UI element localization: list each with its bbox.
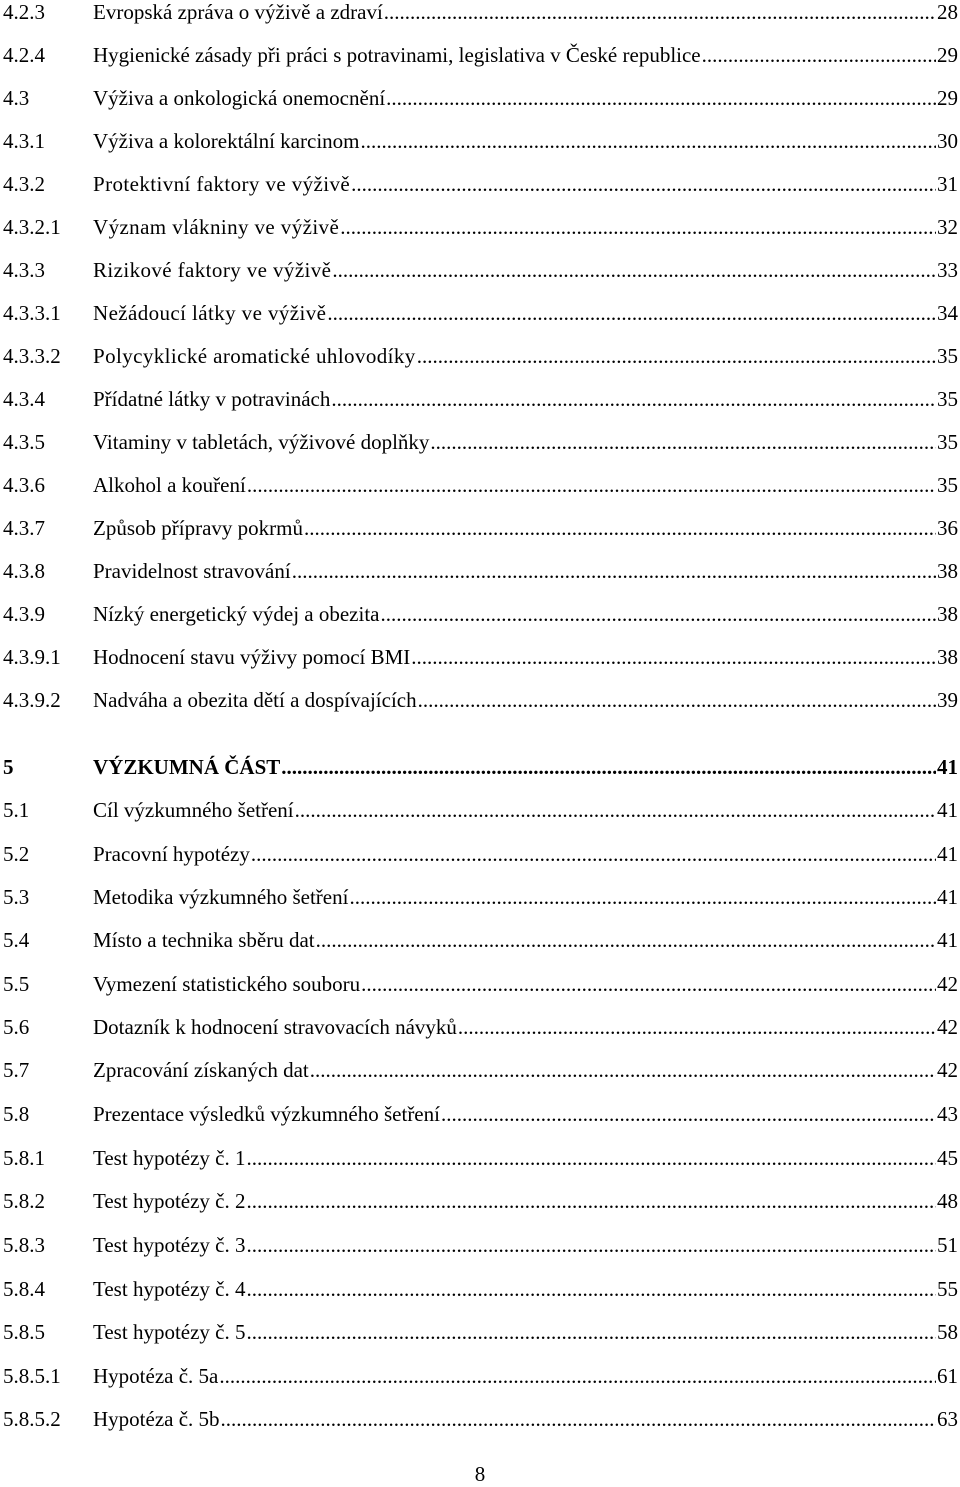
toc-entry-title: Význam vlákniny ve výživě [93, 215, 340, 239]
toc-entry-page: 38 [937, 602, 958, 626]
toc-entry-number: 5.2 [3, 842, 30, 866]
toc-entry-title: Výživa a onkologická onemocnění [93, 86, 386, 110]
toc-entry-page: 35 [937, 473, 958, 497]
toc-entry-number: 4.3.9 [3, 602, 45, 626]
toc-entry-page: 41 [937, 885, 958, 909]
toc-entry-page: 51 [937, 1233, 958, 1257]
page-number: 8 [474, 1462, 486, 1486]
toc-entry-page: 42 [937, 1015, 958, 1039]
toc-entry[interactable] [3, 123, 958, 159]
toc-dot-leader [702, 37, 936, 73]
toc-entry-page: 35 [937, 387, 958, 411]
toc-entry[interactable] [3, 1140, 958, 1176]
toc-entry[interactable] [3, 836, 958, 872]
toc-entry-title: Prezentace výsledků výzkumného šetření [93, 1102, 440, 1126]
toc-entry-page: 42 [937, 972, 958, 996]
toc-entry-page: 43 [937, 1102, 958, 1126]
toc-entry[interactable] [3, 1183, 958, 1219]
toc-entry-number: 4.3.1 [3, 129, 45, 153]
toc-dot-leader [417, 338, 936, 374]
toc-entry-title: Výživa a kolorektální karcinom [93, 129, 360, 153]
toc-dot-leader [332, 252, 936, 288]
toc-entry-number: 5.8.4 [3, 1277, 45, 1301]
toc-entry-number: 5.8.2 [3, 1189, 45, 1213]
toc-entry-title: Nadváha a obezita dětí a dospívajících [93, 688, 417, 712]
toc-entry[interactable] [3, 209, 958, 245]
toc-entry-title: Evropská zpráva o výživě a zdraví [93, 0, 383, 24]
toc-entry[interactable] [3, 166, 958, 202]
toc-entry[interactable] [3, 80, 958, 116]
toc-entry-page: 32 [937, 215, 958, 239]
toc-entry-number: 5.8.5.2 [3, 1407, 61, 1431]
toc-entry-page: 38 [937, 559, 958, 583]
toc-entry[interactable] [3, 1271, 958, 1307]
toc-entry-title: Přídatné látky v potravinách [93, 387, 331, 411]
toc-entry-page: 34 [937, 301, 958, 325]
toc-entry-title: Místo a technika sběru dat [93, 928, 315, 952]
toc-entry[interactable] [3, 424, 958, 460]
toc-dot-leader [331, 381, 936, 417]
toc-entry-title: Hygienické zásady při práci s potravinami, legislativa v České republice [93, 43, 701, 67]
toc-entry[interactable] [3, 1401, 958, 1437]
toc-dot-leader [381, 596, 937, 632]
toc-entry-number: 5.4 [3, 928, 30, 952]
toc-entry-number: 4.3.3.1 [3, 301, 61, 325]
toc-dot-leader [327, 295, 936, 331]
toc-dot-leader [386, 80, 936, 116]
toc-entry-title: Test hypotézy č. 2 [93, 1189, 246, 1213]
toc-entry[interactable] [3, 381, 958, 417]
toc-entry-number: 4.3.3.2 [3, 344, 61, 368]
toc-entry-number: 5.3 [3, 885, 30, 909]
toc-entry-number: 4.3.4 [3, 387, 45, 411]
toc-entry-number: 4.3.6 [3, 473, 45, 497]
toc-entry-title: Test hypotézy č. 1 [93, 1146, 246, 1170]
toc-entry-title: Nežádoucí látky ve výživě [93, 301, 327, 325]
toc-dot-leader [281, 749, 936, 785]
toc-entry-number: 5.7 [3, 1058, 30, 1082]
toc-dot-leader [247, 1314, 937, 1350]
toc-entry-number: 5 [3, 755, 14, 779]
toc-entry-number: 5.8.1 [3, 1146, 45, 1170]
toc-entry-page: 29 [937, 86, 958, 110]
toc-dot-leader [351, 166, 936, 202]
toc-entry-page: 48 [937, 1189, 958, 1213]
toc-entry-number: 4.3.9.1 [3, 645, 61, 669]
toc-entry-title: Test hypotézy č. 3 [93, 1233, 246, 1257]
toc-entry[interactable] [3, 879, 958, 915]
toc-entry-title: Hypotéza č. 5a [93, 1364, 219, 1388]
toc-entry-title: Hodnocení stavu výživy pomocí BMI [93, 645, 411, 669]
toc-entry[interactable] [3, 1227, 958, 1263]
toc-entry-title: Vitaminy v tabletách, výživové doplňky [93, 430, 430, 454]
toc-entry-page: 63 [937, 1407, 958, 1431]
toc-entry[interactable] [3, 1096, 958, 1132]
toc-dot-leader [458, 1009, 936, 1045]
toc-entry-page: 35 [937, 430, 958, 454]
toc-dot-leader [247, 1227, 937, 1263]
toc-dot-leader [295, 792, 936, 828]
toc-entry-number: 5.8 [3, 1102, 30, 1126]
toc-entry-page: 36 [937, 516, 958, 540]
toc-entry-number: 4.3.8 [3, 559, 45, 583]
toc-dot-leader [251, 836, 936, 872]
toc-entry-page: 33 [937, 258, 958, 282]
toc-entry[interactable] [3, 682, 958, 718]
toc-entry-number: 4.3.5 [3, 430, 45, 454]
toc-entry[interactable] [3, 467, 958, 503]
toc-entry[interactable] [3, 596, 958, 632]
toc-entry[interactable] [3, 1314, 958, 1350]
toc-entry-number: 4.3.3 [3, 258, 45, 282]
toc-dot-leader [384, 0, 936, 30]
toc-entry-title: Test hypotézy č. 5 [93, 1320, 246, 1344]
toc-entry-number: 5.5 [3, 972, 30, 996]
toc-entry-page: 31 [937, 172, 958, 196]
toc-dot-leader [441, 1096, 936, 1132]
toc-entry-page: 58 [937, 1320, 958, 1344]
toc-entry[interactable] [3, 1009, 958, 1045]
toc-entry[interactable] [3, 639, 958, 675]
toc-dot-leader [247, 1140, 937, 1176]
toc-entry-number: 5.6 [3, 1015, 30, 1039]
toc-dot-leader [310, 1052, 936, 1088]
toc-entry-title: VÝZKUMNÁ ČÁST [93, 755, 281, 779]
toc-entry-title: Vymezení statistického souboru [93, 972, 361, 996]
toc-dot-leader [418, 682, 936, 718]
toc-entry[interactable] [3, 37, 958, 73]
toc-entry-title: Alkohol a kouření [93, 473, 246, 497]
toc-entry-title: Zpracování získaných dat [93, 1058, 309, 1082]
toc-dot-leader [411, 639, 936, 675]
toc-entry-number: 4.3.2.1 [3, 215, 61, 239]
toc-entry-title: Dotazník k hodnocení stravovacích návyků [93, 1015, 457, 1039]
toc-entry[interactable] [3, 792, 958, 828]
toc-entry-page: 38 [937, 645, 958, 669]
toc-entry[interactable] [3, 510, 958, 546]
toc-entry-number: 5.8.3 [3, 1233, 45, 1257]
toc-dot-leader [219, 1358, 936, 1394]
toc-dot-leader [292, 553, 936, 589]
toc-entry-title: Nízký energetický výdej a obezita [93, 602, 380, 626]
toc-dot-leader [316, 922, 936, 958]
toc-entry[interactable] [3, 922, 958, 958]
toc-entry-page: 42 [937, 1058, 958, 1082]
toc-entry-page: 30 [937, 129, 958, 153]
toc-entry-title: Způsob přípravy pokrmů [93, 516, 303, 540]
toc-entry-page: 45 [937, 1146, 958, 1170]
toc-dot-leader [247, 467, 936, 503]
toc-dot-leader [361, 966, 936, 1002]
toc-entry-page: 28 [937, 0, 958, 24]
toc-entry[interactable] [3, 338, 958, 374]
toc-entry-page: 55 [937, 1277, 958, 1301]
toc-entry-number: 4.2.3 [3, 0, 45, 24]
toc-dot-leader [221, 1401, 936, 1437]
toc-entry-title: Pravidelnost stravování [93, 559, 291, 583]
toc-entry[interactable] [3, 0, 958, 30]
toc-entry-number: 4.3.7 [3, 516, 45, 540]
toc-entry-title: Polycyklické aromatické uhlovodíky [93, 344, 416, 368]
toc-entry-page: 41 [937, 755, 958, 779]
toc-entry-title: Test hypotézy č. 4 [93, 1277, 246, 1301]
toc-entry-page: 41 [937, 842, 958, 866]
toc-entry-number: 4.3.2 [3, 172, 45, 196]
toc-dot-leader [247, 1271, 937, 1307]
toc-entry-number: 5.8.5 [3, 1320, 45, 1344]
toc-dot-leader [304, 510, 936, 546]
toc-entry-number: 4.2.4 [3, 43, 45, 67]
toc-entry-page: 29 [937, 43, 958, 67]
toc-entry-number: 4.3.9.2 [3, 688, 61, 712]
toc-entry-page: 41 [937, 798, 958, 822]
toc-dot-leader [349, 879, 936, 915]
toc-entry[interactable] [3, 295, 958, 331]
toc-entry-title: Metodika výzkumného šetření [93, 885, 349, 909]
toc-dot-leader [340, 209, 936, 245]
toc-entry[interactable] [3, 1358, 958, 1394]
toc-entry-title: Rizikové faktory ve výživě [93, 258, 332, 282]
toc-dot-leader [361, 123, 937, 159]
toc-entry-page: 35 [937, 344, 958, 368]
toc-entry-title: Cíl výzkumného šetření [93, 798, 294, 822]
toc-entry[interactable] [3, 553, 958, 589]
toc-dot-leader [430, 424, 936, 460]
toc-entry-page: 39 [937, 688, 958, 712]
toc-entry-number: 4.3 [3, 86, 30, 110]
toc-entry[interactable] [3, 252, 958, 288]
toc-entry-title: Hypotéza č. 5b [93, 1407, 220, 1431]
toc-chapter-entry[interactable] [3, 749, 958, 785]
toc-entry-page: 41 [937, 928, 958, 952]
toc-entry[interactable] [3, 966, 958, 1002]
toc-dot-leader [247, 1183, 937, 1219]
toc-entry-number: 5.1 [3, 798, 30, 822]
toc-entry-page: 61 [937, 1364, 958, 1388]
toc-entry-title: Pracovní hypotézy [93, 842, 250, 866]
toc-entry-number: 5.8.5.1 [3, 1364, 61, 1388]
toc-entry-title: Protektivní faktory ve výživě [93, 172, 351, 196]
toc-entry[interactable] [3, 1052, 958, 1088]
